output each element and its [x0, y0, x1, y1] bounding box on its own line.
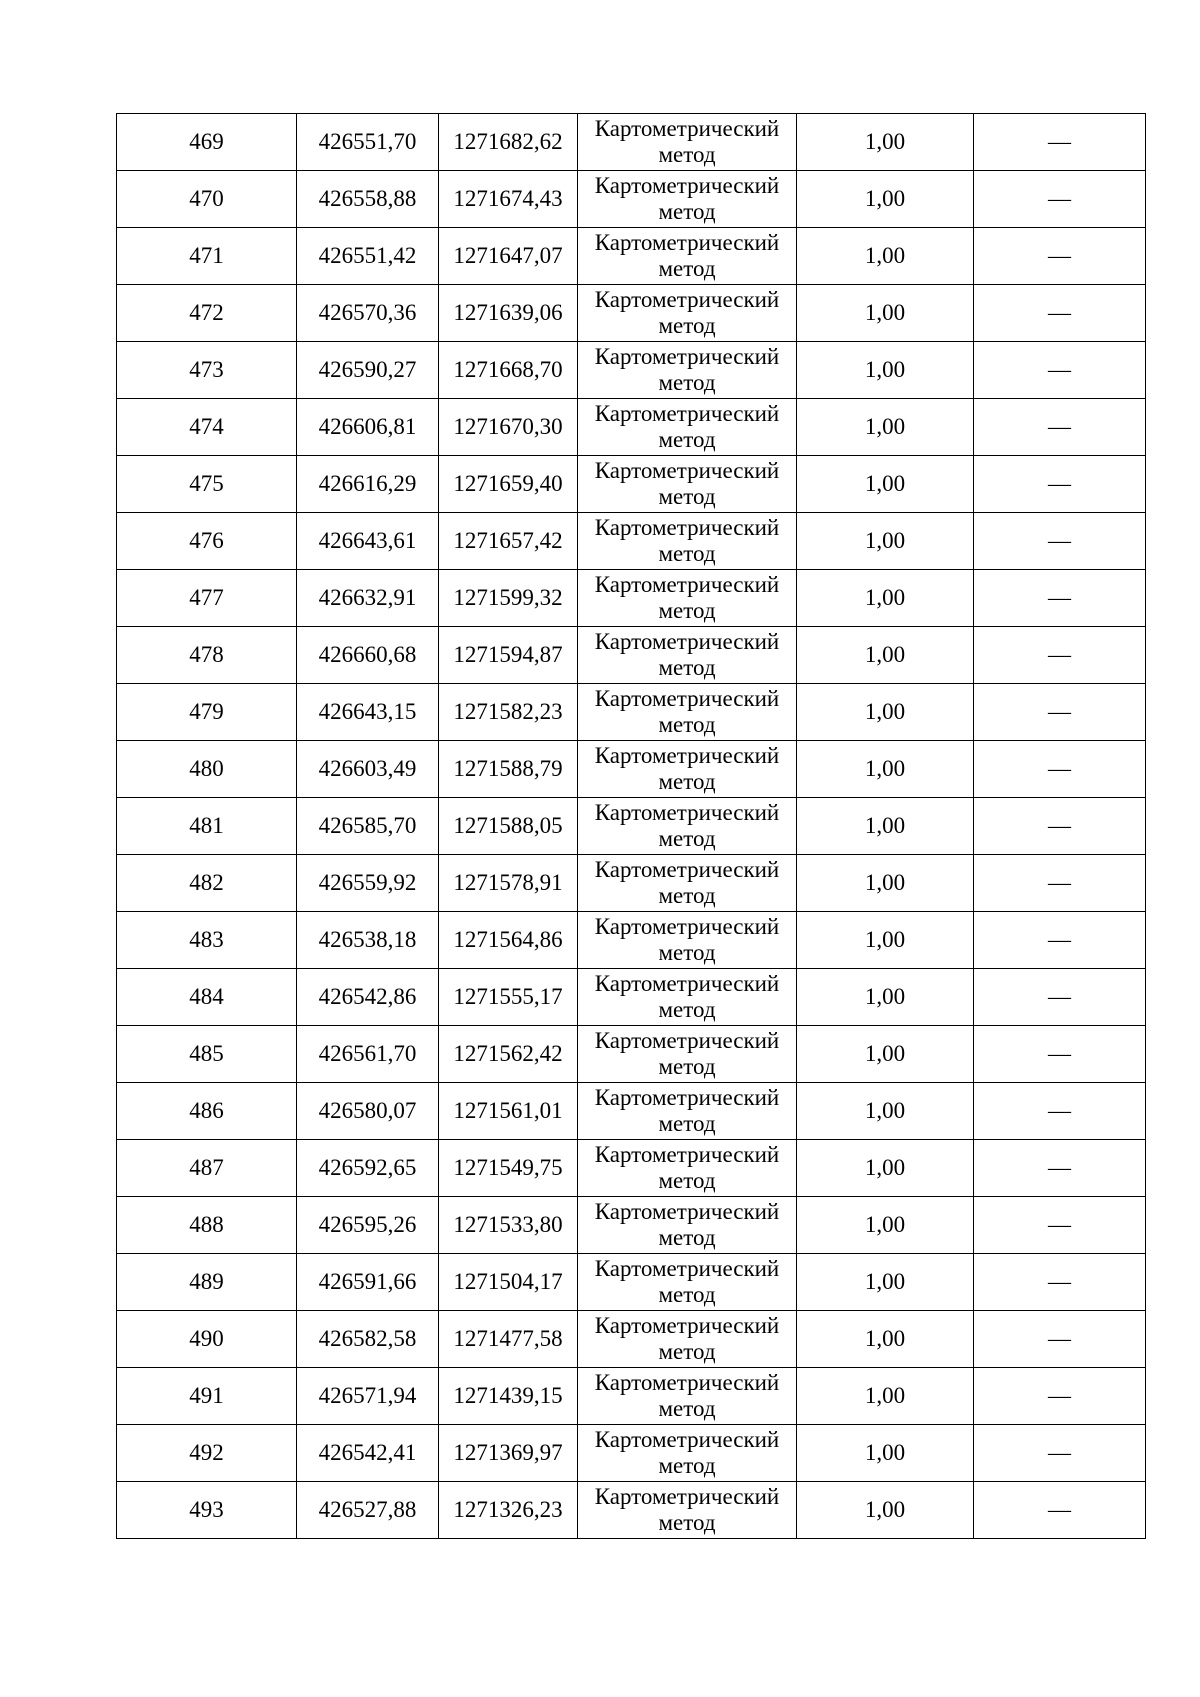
point-number-cell: 469 — [117, 114, 297, 171]
point-number-cell: 474 — [117, 399, 297, 456]
x-coordinate-cell: 426595,26 — [297, 1197, 439, 1254]
x-coordinate-cell: 426616,29 — [297, 456, 439, 513]
method-cell: Картометрический метод — [578, 1197, 797, 1254]
x-coordinate-cell: 426561,70 — [297, 1026, 439, 1083]
accuracy-cell: 1,00 — [797, 513, 974, 570]
note-cell: — — [974, 570, 1146, 627]
point-number-cell: 471 — [117, 228, 297, 285]
method-cell: Картометрический метод — [578, 1482, 797, 1539]
method-cell: Картометрический метод — [578, 855, 797, 912]
point-number-cell: 486 — [117, 1083, 297, 1140]
note-cell: — — [974, 114, 1146, 171]
table-row — [117, 741, 1146, 798]
point-number-cell: 481 — [117, 798, 297, 855]
method-cell: Картометрический метод — [578, 399, 797, 456]
point-number-cell: 487 — [117, 1140, 297, 1197]
y-coordinate-cell: 1271562,42 — [439, 1026, 578, 1083]
x-coordinate-cell: 426585,70 — [297, 798, 439, 855]
coordinates-table-body — [117, 114, 1146, 1539]
y-coordinate-cell: 1271588,05 — [439, 798, 578, 855]
x-coordinate-cell: 426643,61 — [297, 513, 439, 570]
accuracy-cell: 1,00 — [797, 1083, 974, 1140]
y-coordinate-cell: 1271599,32 — [439, 570, 578, 627]
y-coordinate-cell: 1271670,30 — [439, 399, 578, 456]
note-cell: — — [974, 171, 1146, 228]
accuracy-cell: 1,00 — [797, 1026, 974, 1083]
method-cell: Картометрический метод — [578, 798, 797, 855]
table-row — [117, 1026, 1146, 1083]
point-number-cell: 483 — [117, 912, 297, 969]
table-row — [117, 1368, 1146, 1425]
table-row — [117, 1083, 1146, 1140]
table-row — [117, 570, 1146, 627]
x-coordinate-cell: 426551,70 — [297, 114, 439, 171]
accuracy-cell: 1,00 — [797, 342, 974, 399]
accuracy-cell: 1,00 — [797, 456, 974, 513]
x-coordinate-cell: 426542,86 — [297, 969, 439, 1026]
method-cell: Картометрический метод — [578, 342, 797, 399]
x-coordinate-cell: 426660,68 — [297, 627, 439, 684]
method-cell: Картометрический метод — [578, 228, 797, 285]
accuracy-cell: 1,00 — [797, 969, 974, 1026]
method-cell: Картометрический метод — [578, 1425, 797, 1482]
method-cell: Картометрический метод — [578, 513, 797, 570]
method-cell: Картометрический метод — [578, 1368, 797, 1425]
x-coordinate-cell: 426580,07 — [297, 1083, 439, 1140]
point-number-cell: 482 — [117, 855, 297, 912]
note-cell: — — [974, 1140, 1146, 1197]
table-row — [117, 627, 1146, 684]
x-coordinate-cell: 426591,66 — [297, 1254, 439, 1311]
accuracy-cell: 1,00 — [797, 1140, 974, 1197]
accuracy-cell: 1,00 — [797, 912, 974, 969]
method-cell: Картометрический метод — [578, 627, 797, 684]
y-coordinate-cell: 1271657,42 — [439, 513, 578, 570]
x-coordinate-cell: 426603,49 — [297, 741, 439, 798]
y-coordinate-cell: 1271561,01 — [439, 1083, 578, 1140]
y-coordinate-cell: 1271659,40 — [439, 456, 578, 513]
table-row — [117, 285, 1146, 342]
accuracy-cell: 1,00 — [797, 684, 974, 741]
y-coordinate-cell: 1271555,17 — [439, 969, 578, 1026]
accuracy-cell: 1,00 — [797, 228, 974, 285]
method-cell: Картометрический метод — [578, 741, 797, 798]
y-coordinate-cell: 1271639,06 — [439, 285, 578, 342]
y-coordinate-cell: 1271504,17 — [439, 1254, 578, 1311]
note-cell: — — [974, 456, 1146, 513]
point-number-cell: 472 — [117, 285, 297, 342]
y-coordinate-cell: 1271588,79 — [439, 741, 578, 798]
accuracy-cell: 1,00 — [797, 741, 974, 798]
x-coordinate-cell: 426632,91 — [297, 570, 439, 627]
method-cell: Картометрический метод — [578, 1026, 797, 1083]
x-coordinate-cell: 426538,18 — [297, 912, 439, 969]
y-coordinate-cell: 1271582,23 — [439, 684, 578, 741]
point-number-cell: 484 — [117, 969, 297, 1026]
y-coordinate-cell: 1271578,91 — [439, 855, 578, 912]
method-cell: Картометрический метод — [578, 1254, 797, 1311]
table-row — [117, 969, 1146, 1026]
accuracy-cell: 1,00 — [797, 627, 974, 684]
note-cell: — — [974, 1254, 1146, 1311]
x-coordinate-cell: 426558,88 — [297, 171, 439, 228]
method-cell: Картометрический метод — [578, 171, 797, 228]
y-coordinate-cell: 1271594,87 — [439, 627, 578, 684]
table-row — [117, 513, 1146, 570]
note-cell: — — [974, 627, 1146, 684]
y-coordinate-cell: 1271549,75 — [439, 1140, 578, 1197]
point-number-cell: 473 — [117, 342, 297, 399]
table-row — [117, 855, 1146, 912]
method-cell: Картометрический метод — [578, 1140, 797, 1197]
note-cell: — — [974, 285, 1146, 342]
note-cell: — — [974, 1197, 1146, 1254]
y-coordinate-cell: 1271439,15 — [439, 1368, 578, 1425]
point-number-cell: 470 — [117, 171, 297, 228]
note-cell: — — [974, 912, 1146, 969]
accuracy-cell: 1,00 — [797, 285, 974, 342]
x-coordinate-cell: 426559,92 — [297, 855, 439, 912]
table-row — [117, 228, 1146, 285]
accuracy-cell: 1,00 — [797, 114, 974, 171]
note-cell: — — [974, 1368, 1146, 1425]
x-coordinate-cell: 426571,94 — [297, 1368, 439, 1425]
x-coordinate-cell: 426606,81 — [297, 399, 439, 456]
accuracy-cell: 1,00 — [797, 1482, 974, 1539]
table-row — [117, 1311, 1146, 1368]
note-cell: — — [974, 969, 1146, 1026]
x-coordinate-cell: 426542,41 — [297, 1425, 439, 1482]
note-cell: — — [974, 513, 1146, 570]
point-number-cell: 485 — [117, 1026, 297, 1083]
x-coordinate-cell: 426582,58 — [297, 1311, 439, 1368]
table-row — [117, 342, 1146, 399]
point-number-cell: 493 — [117, 1482, 297, 1539]
note-cell: — — [974, 342, 1146, 399]
accuracy-cell: 1,00 — [797, 171, 974, 228]
y-coordinate-cell: 1271668,70 — [439, 342, 578, 399]
method-cell: Картометрический метод — [578, 456, 797, 513]
table-row — [117, 1482, 1146, 1539]
note-cell: — — [974, 1482, 1146, 1539]
table-row — [117, 399, 1146, 456]
table-row — [117, 684, 1146, 741]
x-coordinate-cell: 426527,88 — [297, 1482, 439, 1539]
x-coordinate-cell: 426551,42 — [297, 228, 439, 285]
method-cell: Картометрический метод — [578, 912, 797, 969]
accuracy-cell: 1,00 — [797, 855, 974, 912]
x-coordinate-cell: 426643,15 — [297, 684, 439, 741]
note-cell: — — [974, 1026, 1146, 1083]
y-coordinate-cell: 1271647,07 — [439, 228, 578, 285]
table-row — [117, 1140, 1146, 1197]
x-coordinate-cell: 426592,65 — [297, 1140, 439, 1197]
accuracy-cell: 1,00 — [797, 1368, 974, 1425]
point-number-cell: 480 — [117, 741, 297, 798]
y-coordinate-cell: 1271533,80 — [439, 1197, 578, 1254]
note-cell: — — [974, 741, 1146, 798]
y-coordinate-cell: 1271326,23 — [439, 1482, 578, 1539]
accuracy-cell: 1,00 — [797, 798, 974, 855]
table-row — [117, 1197, 1146, 1254]
method-cell: Картометрический метод — [578, 1083, 797, 1140]
note-cell: — — [974, 684, 1146, 741]
x-coordinate-cell: 426570,36 — [297, 285, 439, 342]
y-coordinate-cell: 1271564,86 — [439, 912, 578, 969]
method-cell: Картометрический метод — [578, 684, 797, 741]
method-cell: Картометрический метод — [578, 570, 797, 627]
point-number-cell: 477 — [117, 570, 297, 627]
y-coordinate-cell: 1271682,62 — [439, 114, 578, 171]
x-coordinate-cell: 426590,27 — [297, 342, 439, 399]
accuracy-cell: 1,00 — [797, 1311, 974, 1368]
coordinates-table — [116, 113, 1146, 1539]
y-coordinate-cell: 1271477,58 — [439, 1311, 578, 1368]
note-cell: — — [974, 855, 1146, 912]
note-cell: — — [974, 1083, 1146, 1140]
table-row — [117, 171, 1146, 228]
note-cell: — — [974, 1425, 1146, 1482]
table-row — [117, 798, 1146, 855]
accuracy-cell: 1,00 — [797, 399, 974, 456]
method-cell: Картометрический метод — [578, 1311, 797, 1368]
method-cell: Картометрический метод — [578, 114, 797, 171]
table-row — [117, 114, 1146, 171]
note-cell: — — [974, 798, 1146, 855]
note-cell: — — [974, 1311, 1146, 1368]
accuracy-cell: 1,00 — [797, 1254, 974, 1311]
y-coordinate-cell: 1271369,97 — [439, 1425, 578, 1482]
table-row — [117, 456, 1146, 513]
method-cell: Картометрический метод — [578, 969, 797, 1026]
point-number-cell: 490 — [117, 1311, 297, 1368]
table-row — [117, 1425, 1146, 1482]
y-coordinate-cell: 1271674,43 — [439, 171, 578, 228]
point-number-cell: 489 — [117, 1254, 297, 1311]
method-cell: Картометрический метод — [578, 285, 797, 342]
point-number-cell: 478 — [117, 627, 297, 684]
table-row — [117, 912, 1146, 969]
point-number-cell: 488 — [117, 1197, 297, 1254]
point-number-cell: 492 — [117, 1425, 297, 1482]
accuracy-cell: 1,00 — [797, 570, 974, 627]
note-cell: — — [974, 228, 1146, 285]
accuracy-cell: 1,00 — [797, 1425, 974, 1482]
table-row — [117, 1254, 1146, 1311]
point-number-cell: 479 — [117, 684, 297, 741]
point-number-cell: 475 — [117, 456, 297, 513]
point-number-cell: 491 — [117, 1368, 297, 1425]
point-number-cell: 476 — [117, 513, 297, 570]
accuracy-cell: 1,00 — [797, 1197, 974, 1254]
note-cell: — — [974, 399, 1146, 456]
